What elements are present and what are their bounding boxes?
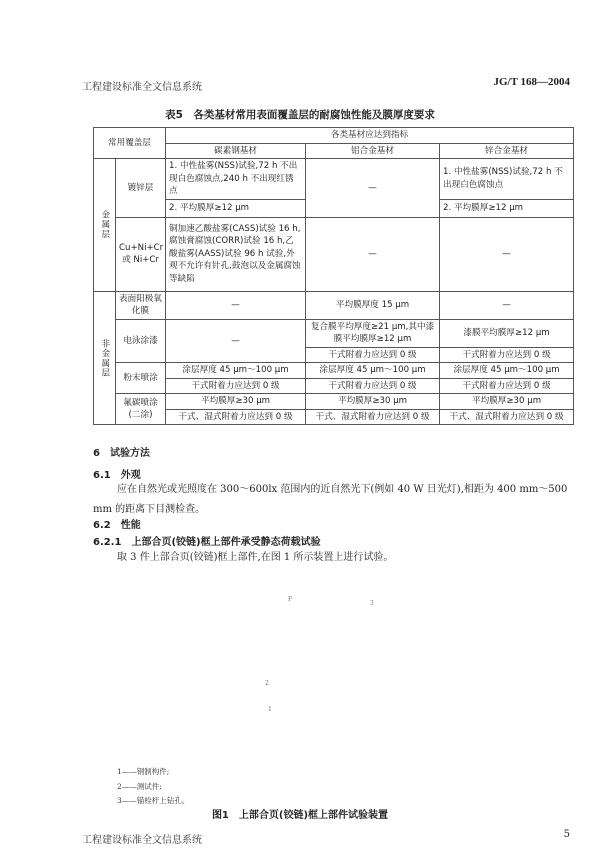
- row-name-anodic: 表面阳极氧化膜: [116, 291, 166, 319]
- cell-steel: —: [166, 319, 306, 363]
- cell-aluminum: 复合膜平均厚度≥21 μm,其中漆膜平均膜厚≥12 μm: [306, 319, 440, 347]
- group-metal: 金属层: [94, 159, 116, 292]
- table-caption: 表5 各类基材常用表面覆盖层的耐腐蚀性能及膜厚度要求: [165, 109, 435, 121]
- row-name-fluorocarbon: 氟碳喷涂(二涂): [116, 394, 166, 425]
- head-aluminum: 铝合金基材: [306, 143, 440, 159]
- table-row: [94, 394, 574, 410]
- figure-mark-2: 2: [265, 680, 269, 687]
- cell-steel: 2. 平均膜厚≥12 μm: [166, 199, 306, 217]
- group-nonmetal: 非金属层: [94, 291, 116, 425]
- cell-zinc: 平均膜厚≥30 μm: [440, 394, 574, 410]
- table-row: [94, 128, 574, 144]
- section-6-2-title: 6.2 性能: [93, 520, 141, 531]
- table-row: [94, 291, 574, 319]
- section-6-1-text: 应在自然光或光照度在 300～600lx 范围内的近自然光下(例如 40 W 日光灯),相距为 400 mm～500 mm 的距离下目测检查。: [93, 484, 568, 515]
- cell-steel: 干式附着力应达到 0 级: [166, 378, 306, 394]
- header-standard-number: JG/T 168—2004: [493, 76, 570, 88]
- table-row: [94, 319, 574, 347]
- cell-zinc: —: [440, 291, 574, 319]
- coating-requirements-table: [93, 127, 574, 425]
- table-row: [94, 159, 574, 200]
- cell-zinc: —: [440, 217, 574, 291]
- table-row: [94, 217, 574, 291]
- cell-aluminum: 干式附着力应达到 0 级: [306, 347, 440, 363]
- head-coating: 常用覆盖层: [94, 128, 166, 159]
- head-zinc: 锌合金基材: [440, 143, 574, 159]
- figure-mark-1: 1: [268, 706, 272, 713]
- section-6-1-title: 6.1 外观: [93, 470, 141, 481]
- footer-source: 工程建设标准全文信息系统: [82, 835, 202, 846]
- cell-steel: 铜加速乙酸盐雾(CASS)试验 16 h,腐蚀膏腐蚀(CORR)试验 16 h,乙酸盐雾(AASS)试验 96 h 试验,外观不允许有针孔,鼓泡以及金属腐蚀等缺陷: [166, 217, 306, 291]
- cell-steel: 涂层厚度 45 μm～100 μm: [166, 363, 306, 379]
- cell-aluminum: —: [306, 217, 440, 291]
- section-6-2-1-text: 取 3 件上部合页(铰链)框上部件,在图 1 所示装置上进行试验。: [117, 552, 394, 563]
- figure-caption: 图1 上部合页(铰链)框上部件试验装置: [211, 810, 389, 821]
- cell-aluminum: 干式、湿式附着力应达到 0 级: [306, 409, 440, 425]
- cell-zinc: 1. 中性盐雾(NSS)试验,72 h 不出现白色腐蚀点: [440, 159, 574, 200]
- table-row: [94, 143, 574, 159]
- figure-legend-3: 3——锚栓杆上钻孔。: [117, 796, 190, 805]
- section-6-title: 6 试验方法: [93, 448, 150, 459]
- head-steel: 碳素钢基材: [166, 143, 306, 159]
- figure-mark-3: 3: [370, 600, 374, 607]
- cell-steel: —: [166, 291, 306, 319]
- row-name-electrophoretic: 电泳涂漆: [116, 319, 166, 363]
- cell-steel: 平均膜厚≥30 μm: [166, 394, 306, 410]
- head-indicator: 各类基材应达到指标: [166, 128, 574, 144]
- cell-aluminum: 干式附着力应达到 0 级: [306, 378, 440, 394]
- cell-aluminum: 平均膜厚≥30 μm: [306, 394, 440, 410]
- table-row: [94, 378, 574, 394]
- cell-steel: 干式、湿式附着力应达到 0 级: [166, 409, 306, 425]
- cell-aluminum: 涂层厚度 45 μm～100 μm: [306, 363, 440, 379]
- cell-zinc: 2. 平均膜厚≥12 μm: [440, 199, 574, 217]
- cell-aluminum: 平均膜厚度 15 μm: [306, 291, 440, 319]
- cell-zinc: 漆膜平均膜厚≥12 μm: [440, 319, 574, 347]
- figure-mark-f: F: [288, 596, 293, 603]
- figure-legend-1: 1——钢制构件;: [117, 767, 170, 776]
- page-number: 5: [563, 829, 570, 840]
- cell-aluminum: —: [306, 159, 440, 218]
- section-6-2-1-title: 6.2.1 上部合页(铰链)框上部件承受静态荷载试验: [93, 537, 321, 548]
- cell-steel: 1. 中性盐雾(NSS)试验,72 h 不出现白色腐蚀点,240 h 不出现红锈点: [166, 159, 306, 200]
- row-name-cu-ni-cr: Cu+Ni+Cr 或 Ni+Cr: [116, 217, 166, 291]
- row-name-galvanized: 镀锌层: [116, 159, 166, 218]
- cell-zinc: 干式、湿式附着力应达到 0 级: [440, 409, 574, 425]
- row-name-powder: 粉末喷涂: [116, 363, 166, 394]
- header-source: 工程建设标准全文信息系统: [82, 82, 202, 93]
- cell-zinc: 干式附着力应达到 0 级: [440, 347, 574, 363]
- table-row: [94, 363, 574, 379]
- cell-zinc: 干式附着力应达到 0 级: [440, 378, 574, 394]
- figure-legend-2: 2——测试件;: [117, 782, 162, 791]
- table-row: [94, 409, 574, 425]
- cell-zinc: 涂层厚度 45 μm～100 μm: [440, 363, 574, 379]
